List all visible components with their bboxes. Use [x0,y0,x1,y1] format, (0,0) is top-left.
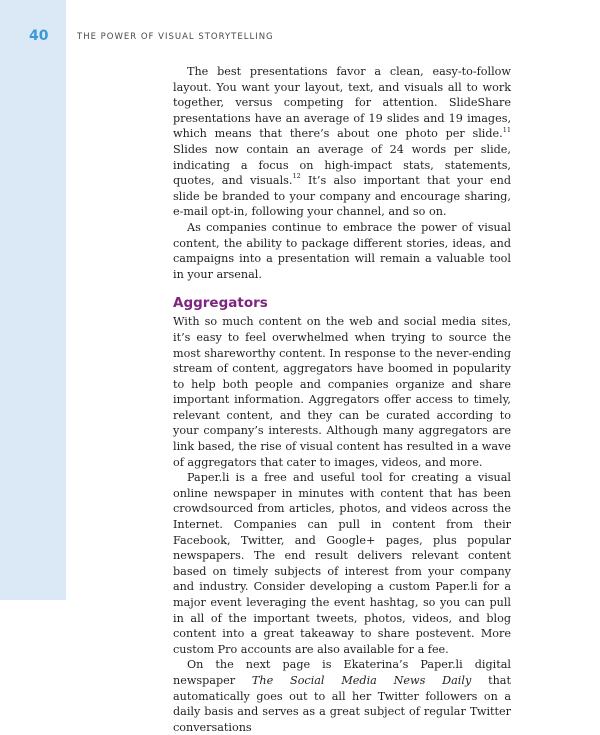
running-title: THE POWER OF VISUAL STORYTELLING [77,32,274,42]
paragraph-text: On the next page is Ekaterina’s Paper.li digital newspaper [173,658,511,687]
paragraph-paperli: Paper.li is a free and useful tool for creating a visual online newspaper in minutes with content that has been crowdsourced from articles, photos, and videos across the Internet. Companies can pull in content from their Facebook, Twitter, and Google+ pages, plus popular newspapers. The end result delivers relevant content based on timely subjects of interest from your company and industry. Consider developing a custom Paper.li for a major event leveraging the event hashtag, so you can pull in all of the important tweets, photos, videos, and blog content into a great takeaway to share postevent. More custom Pro accounts are also available for a fee. [173,471,511,656]
page-number: 40 [29,28,49,44]
paragraph-text: Slides now contain an average of 24 words per slide, indicating a focus on high-impact stats, statements, quotes, and visuals. [173,142,511,188]
newspaper-title: The Social Media News Daily [251,673,472,687]
paragraph-text: that automatically goes out to all her Twitter followers on a daily basis and serves as a great subject of regular Twitter conversations [173,673,511,734]
paragraph-slideshare-layout [173,64,511,220]
page-margin-band [0,0,66,600]
paragraph-next-page [173,657,511,735]
paragraph-text: The best presentations favor a clean, easy-to-follow layout. You want your layout, text, and visuals all to work together, versus competing for attention. SlideShare presentations have an average of 19 slides and 19 images, which means that there’s about one photo per slide. [173,65,511,141]
body-text [173,64,511,735]
footnote-marker: 11 [502,125,511,134]
paragraph-aggregators-intro: With so much content on the web and social media sites, it’s easy to feel overwhelmed when trying to source the most shareworthy content. In response to the never-ending stream of content, aggregators have boomed in popularity to help both people and companies organize and share important information. Aggregators offer access to timely, relevant content, and they can be curated according to your company’s interests. Although many aggregators are link based, the rise of visual content has resulted in a wave of aggregators that cater to images, videos, and more. [173,315,511,469]
paragraph-text: It’s also important that your end slide be branded to your company and encourage sharing, e-mail opt-in, following your channel, and so on. [173,174,511,219]
footnote-marker: 12 [292,172,301,181]
page-header [0,28,600,44]
section-heading-aggregators: Aggregators [173,295,268,312]
paragraph-presentation-value: As companies continue to embrace the power of visual content, the ability to package different stories, ideas, and campaigns into a presentation will remain a valuable tool in your arsenal. [173,220,511,281]
